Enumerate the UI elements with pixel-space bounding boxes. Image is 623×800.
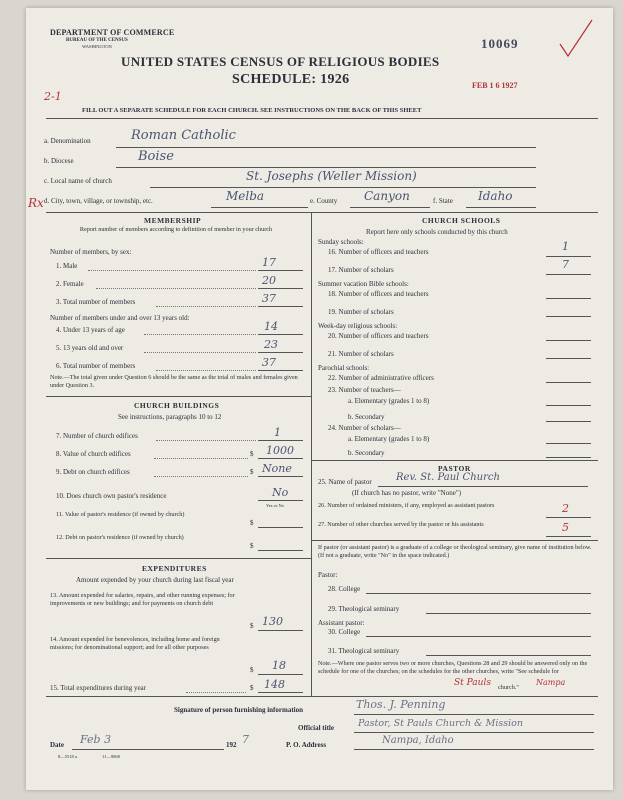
q1-label: 1. Male [56,262,78,270]
official-title-value[interactable]: Pastor, St Pauls Church & Mission [358,718,523,729]
q27-label: 27. Number of other churches served by the pastor or his assistants [318,521,484,528]
q3-total-value[interactable]: 37 [262,292,276,305]
q13-running-expenses-value[interactable]: 130 [262,615,283,628]
state-value[interactable]: Idaho [478,189,513,203]
q10-residence-value[interactable]: No [272,486,289,499]
q22-label: 22. Number of administrative officers [328,374,434,382]
q17-label: 17. Number of scholars [328,266,394,274]
membership-intro: Report number of members according to definition of member in your church [79,226,273,233]
q7-edifices-value[interactable]: 1 [274,426,281,439]
q31-label: 31. Theological seminary [328,647,400,655]
q15-label: 15. Total expenditures during year [50,684,146,692]
assistant-pastor-subheading: Assistant pastor: [318,619,365,627]
see-schedule-church-value[interactable]: St Pauls [454,678,491,688]
po-address-label: P. O. Address [286,741,327,749]
q13-label: 13. Amount expended for salaries, repairs, and other running expenses; for improvements or new buildings; and for payments on church debt [50,592,235,607]
bureau-title: BUREAU OF THE CENSUS [66,38,128,43]
expenditures-intro: Amount expended by your church during last fiscal year [76,576,234,584]
q8-label: 8. Value of church edifices [56,450,131,458]
q24-secondary-label: b. Secondary [348,449,385,457]
q10-label: 10. Does church own pastor's residence [56,492,167,500]
q17-value[interactable]: 7 [562,258,569,271]
year-prefix: 192 [226,741,237,749]
see-schedule-extra: Nampa [536,678,566,687]
schools-section-title: CHURCH SCHOOLS [422,216,501,225]
print-code: 11—9068 [102,754,120,759]
pastor-subheading: Pastor: [318,571,338,579]
church-name-label: c. Local name of church [44,177,112,185]
q26-label: 26. Number of ordained ministers, if any, employed as assistant pastors [318,502,495,509]
form-code: 8—5518 a [58,754,77,759]
members-by-sex-label: Number of members, by sex: [50,248,132,256]
q2-female-value[interactable]: 20 [262,274,276,287]
diocese-label: b. Diocese [44,157,74,165]
pastor-section-title: PASTOR [438,464,471,473]
q5-label: 5. 13 years old and over [56,344,124,352]
q23-secondary-label: b. Secondary [348,413,385,421]
form-title: UNITED STATES CENSUS OF RELIGIOUS BODIES [121,54,440,69]
official-title-label: Official title [298,724,334,732]
signature-label: Signature of person furnishing information [174,706,303,714]
q21-label: 21. Number of scholars [328,350,394,358]
form-instruction: FILL OUT A SEPARATE SCHEDULE FOR EACH CHURCH. SEE INSTRUCTIONS ON THE BACK OF THIS SHEET [82,107,422,114]
q23-label: 23. Number of teachers— [328,386,401,394]
q24-label: 24. Number of scholars— [328,424,401,432]
q26-value[interactable]: 2 [562,502,569,515]
divider [46,118,598,119]
q16-label: 16. Number of officers and teachers [328,248,429,256]
diocese-value[interactable]: Boise [138,149,174,164]
q27-value[interactable]: 5 [562,521,569,534]
q4-under13-value[interactable]: 14 [264,320,278,333]
bureau-city: WASHINGTON [82,44,112,49]
county-value[interactable]: Canyon [364,189,410,203]
q9-debt-value[interactable]: None [262,462,292,475]
q3-label: 3. Total number of members [56,298,136,306]
college-instructions: If pastor (or assistant pastor) is a graduate of a college or theological seminary, give name of institution below. (If not a graduate, write "No" in the space indicated.) [318,544,592,559]
schedule-title: SCHEDULE: 1926 [232,72,350,87]
buildings-intro: See instructions, paragraphs 10 to 12 [118,413,222,421]
summer-schools-label: Summer vacation Bible schools: [318,280,409,288]
county-label: e. County [310,197,338,205]
serial-number: 10069 [481,36,519,51]
q28-label: 28. College [328,585,361,593]
schools-intro: Report here only schools conducted by this church [366,228,508,236]
q11-label: 11. Value of pastor's residence (if owned by church) [56,511,185,518]
weekday-schools-label: Week-day religious schools: [318,322,398,330]
q6-total-value[interactable]: 37 [262,356,276,369]
denomination-label: a. Denomination [44,137,91,145]
q15-total-value[interactable]: 148 [264,678,285,691]
q18-label: 18. Number of officers and teachers [328,290,429,298]
parochial-schools-label: Parochial schools: [318,364,370,372]
q29-label: 29. Theological seminary [328,605,400,613]
q12-label: 12. Debt on pastor's residence (if owned by church) [56,534,184,541]
expenditures-section-title: EXPENDITURES [142,564,207,573]
pastor-note: Note.—Where one pastor serves two or more churches, Questions 28 and 29 should be answered only on the schedule for one of the churches; on the schedules for the other churches, write "See schedule for [318,660,588,675]
denomination-value[interactable]: Roman Catholic [131,128,236,143]
q16-value[interactable]: 1 [562,240,569,253]
q25-pastor-name-value[interactable]: Rev. St. Paul Church [396,472,500,483]
q30-label: 30. College [328,628,361,636]
po-address-value[interactable]: Nampa, Idaho [382,735,454,746]
church-name-value[interactable]: St. Josephs (Weller Mission) [246,169,417,183]
q14-label: 14. Amount expended for benevolences, including home and foreign missions; for denominational support; and for all other purposes [50,636,220,651]
check-mark-icon [556,16,596,61]
state-label: f. State [433,197,453,205]
q9-label: 9. Debt on church edifices [56,468,130,476]
date-label: Date [50,741,64,749]
membership-note: Note.—The total given under Question 6 should be the same as the total of males and females given under Question 3. [50,374,298,389]
q6-label: 6. Total number of members [56,362,136,370]
date-value[interactable]: Feb 3 [80,733,112,746]
q1-male-value[interactable]: 17 [262,256,276,269]
q4-label: 4. Under 13 years of age [56,326,125,334]
q19-label: 19. Number of scholars [328,308,394,316]
buildings-section-title: CHURCH BUILDINGS [134,401,220,410]
q2-label: 2. Female [56,280,84,288]
yes-no-hint: Yes or No [266,503,285,508]
margin-mark: Rx [28,196,44,210]
signature-value[interactable]: Thos. J. Penning [356,698,446,711]
sunday-schools-label: Sunday schools: [318,238,364,246]
membership-section-title: MEMBERSHIP [144,216,202,225]
q25-hint: (If church has no pastor, write "None") [352,489,462,497]
q23-elementary-label: a. Elementary (grades 1 to 8) [348,397,430,405]
q8-value-edifices[interactable]: 1000 [266,444,294,457]
q14-benevolences-value[interactable]: 18 [272,659,286,672]
q25-label: 25. Name of pastor [318,478,372,486]
q20-label: 20. Number of officers and teachers [328,332,429,340]
department-title: DEPARTMENT OF COMMERCE [50,28,175,37]
received-date-stamp: FEB 1 6 1927 [472,81,518,90]
year-value[interactable]: 7 [242,733,249,746]
filing-mark: 2-1 [44,90,62,103]
pastor-note-end: church." [498,684,519,691]
q24-elementary-label: a. Elementary (grades 1 to 8) [348,435,430,443]
q5-over13-value[interactable]: 23 [264,338,278,351]
q7-label: 7. Number of church edifices [56,432,138,440]
census-form-sheet: DEPARTMENT OF COMMERCE BUREAU OF THE CENSUS WASHINGTON 10069 UNITED STATES CENSUS OF RELIGIOUS BODIES SCHEDULE: 1926 FEB 1 6 1927 2-1 FILL OUT A SEPARATE SCHEDULE FOR EACH CHURCH. SEE INSTRUCTIONS ON THE BACK OF THIS SHEET a. Denomination Roman Catholic b. Diocese Boise c. Local name of church St. Josephs (Weller Mission) Rx d. City, town, village, or township, etc. Melba e. County Canyon f. State Idaho MEMBERSHIP Report number of members according to definition of member in your church Number of members, by sex: 1. Male 17 2. Female 20 3. Total number of members 37 Number of members under and over 13 years old: 4. Under 13 years of age 14 5. 13 years old and over 23 6. Total number of members 37 Note.—The total given under Question 6 should be the same as the total of males and females given under Question 3. CHURCH BUILDINGS See instructions, paragraphs 10 to 12 7. Number of church edifices 1 8. Value of church edifices $ 1000 9. Debt on church edifices $ None 10. Does church own pastor's residence No Yes or No 11. Value of pastor's residence (if owned by church) $ 12. Debt on pastor's residence (if owned by church) $ EXPENDITURES Amount expended by your church during last fiscal year 13. Amount expended for salaries, repairs, and other running expenses; for improvements or new buildings; and for payments on church debt $ 130 14. Amount expended for benevolences, including home and foreign missions; for denominational support; and for all other purposes $ 18 15. Total expenditures during year $ 148 CHURCH SCHOOLS Report here only schools conducted by this church Sunday schools: 16. Number of officers and teachers 1 17. Number of scholars 7 Summer vacation Bible schools: 18. Number of officers and teachers 19. Number of scholars Week-day religious schools: 20. Number of officers and teachers 21. Number of scholars Parochial schools: 22. Number of administrative officers 23. Number of teachers— a. Elementary (grades 1 to 8) b. Secondary 24. Number of scholars— a. Elementary (grades 1 to 8) b. Secondary PASTOR 25. Name of pastor Rev. St. Paul Church (If church has no pastor, write "None") 26. Number of ordained ministers, if any, employed as assistant pastors 2 27. Number of other churches served by the pastor or his assistants 5 If pastor (or assistant pastor) is a graduate of a college or theological seminary, give name of institution below. (If not a graduate, write "No" in the space indicated.) Pastor: 28. College 29. Theological seminary Assistant pastor: 30. College 31. Theological seminary Note.—Where one pastor serves two or more churches, Questions 28 and 29 should be answered only on the schedule for one of the churches; on the schedules for the other churches, write "See schedule for St Pauls church." Nampa Signature of person furnishing information Thos. J. Penning Official title Pastor, St Pauls Church & Mission Date Feb 3 192 7 P. O. Address Nampa, Idaho 8—5518 a 11—9068 [26,8,613,790]
members-by-age-label: Number of members under and over 13 years old: [50,314,190,322]
city-value[interactable]: Melba [226,189,265,203]
city-label: d. City, town, village, or township, etc. [44,197,153,205]
